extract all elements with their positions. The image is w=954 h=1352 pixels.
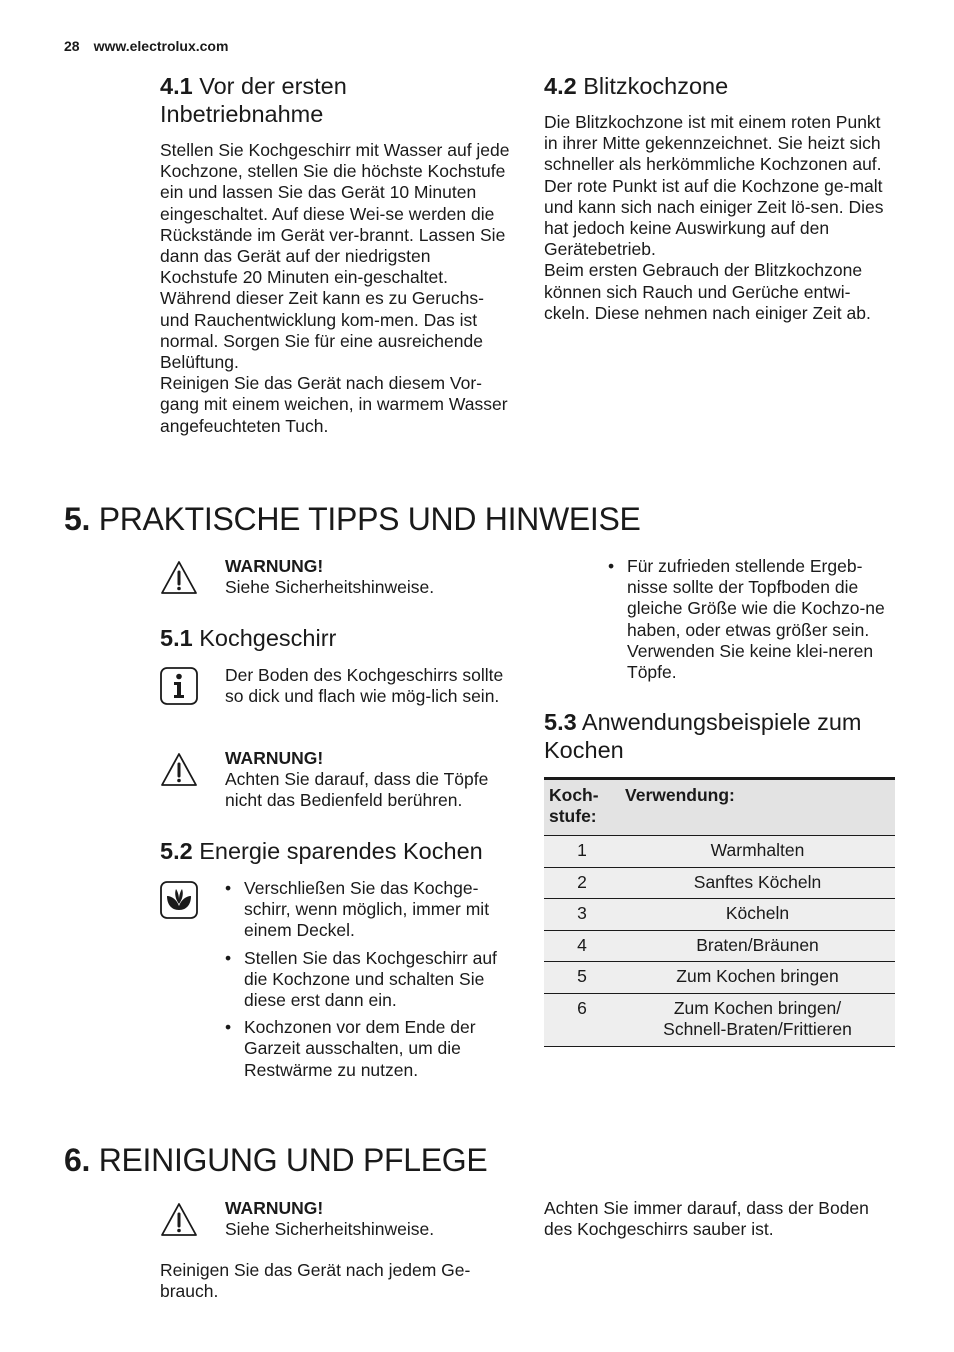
warning-text: Achten Sie darauf, dass die Töpfe nicht das Bedienfeld berühren. bbox=[225, 769, 489, 811]
table-row bbox=[544, 867, 895, 899]
warning-triangle-icon bbox=[159, 558, 199, 598]
warning-block bbox=[225, 556, 510, 598]
column-header-use: Verwendung: bbox=[620, 779, 895, 836]
cookware-size-list bbox=[608, 556, 893, 689]
section-number: 5.3 bbox=[544, 709, 577, 735]
section-number: 4.1 bbox=[160, 73, 193, 99]
warning-text: Siehe Sicherheitshinweise. bbox=[225, 577, 435, 597]
column-header-level: Koch- stufe: bbox=[544, 779, 620, 836]
list-item: • Kochzonen vor dem Ende der Garzeit ausschalten, um die Restwärme zu nutzen. bbox=[225, 1017, 515, 1081]
table-row bbox=[544, 962, 895, 994]
table-row bbox=[544, 836, 895, 868]
warning-title: WARNUNG! bbox=[225, 556, 324, 576]
section-title: Anwendungsbeispiele zum bbox=[581, 709, 862, 735]
paragraph: Beim ersten Gebrauch der Blitzkochzone können sich Rauch und Gerüche entwi-ckeln. Diese nehmen nach einiger Zeit ab. bbox=[544, 260, 871, 323]
chapter-5-heading bbox=[64, 500, 641, 538]
table-row bbox=[544, 993, 895, 1046]
eco-tips-list bbox=[225, 878, 515, 1087]
list-item: • Stellen Sie das Kochgeschirr auf die Kochzone und schalten Sie diese erst dann ein. bbox=[225, 948, 515, 1012]
table-row bbox=[544, 930, 895, 962]
section-4-2-heading bbox=[544, 72, 904, 100]
paragraph: Stellen Sie Kochgeschirr mit Wasser auf jede Kochzone, stellen Sie die höchste Kochstufe ein und lassen Sie das Gerät 10 Minuten eingeschaltet. Auf diese Wei-se werden die Rückstände im Gerät ver-brannt. Lassen Sie dann das Gerät auf der niedrigsten Kochstufe 20 Minuten ein-geschaltet. Während dieser Zeit kann es zu Geruchs- und Rauchentwicklung kom-men. Das ist normal. Sorgen Sie für eine ausreichende Belüftung. bbox=[160, 140, 510, 373]
chapter-number: 5. bbox=[64, 501, 91, 537]
section-title-line2: Inbetriebnahme bbox=[160, 101, 324, 127]
cooking-levels-table bbox=[544, 777, 895, 1047]
section-4-1-heading bbox=[160, 72, 510, 128]
chapter-6-heading bbox=[64, 1141, 487, 1179]
section-5-2-heading bbox=[160, 837, 483, 865]
list-item: • Verschließen Sie das Kochge-schirr, wenn möglich, immer mit einem Deckel. bbox=[225, 878, 515, 942]
warning-block bbox=[225, 748, 515, 811]
info-icon bbox=[159, 666, 199, 706]
use-cell: Braten/Bräunen bbox=[620, 930, 895, 962]
section-4-1-body bbox=[160, 140, 510, 437]
chapter-title: PRAKTISCHE TIPPS UND HINWEISE bbox=[98, 501, 641, 537]
level-cell: 2 bbox=[544, 867, 620, 899]
use-cell: Warmhalten bbox=[620, 836, 895, 868]
level-cell: 6 bbox=[544, 993, 620, 1046]
use-cell: Zum Kochen bringen bbox=[620, 962, 895, 994]
header-url: www.electrolux.com bbox=[93, 38, 229, 54]
chapter-title: REINIGUNG UND PFLEGE bbox=[98, 1142, 488, 1178]
level-cell: 5 bbox=[544, 962, 620, 994]
chapter-number: 6. bbox=[64, 1142, 91, 1178]
level-cell: 1 bbox=[544, 836, 620, 868]
section-title: Energie sparendes Kochen bbox=[199, 838, 483, 864]
cleaning-paragraph-right: Achten Sie immer darauf, dass der Boden des Kochgeschirrs sauber ist. bbox=[544, 1198, 869, 1240]
table-header-row bbox=[544, 779, 895, 836]
warning-text: Siehe Sicherheitshinweise. bbox=[225, 1219, 435, 1239]
section-number: 5.2 bbox=[160, 838, 193, 864]
section-4-2-body bbox=[544, 112, 896, 324]
info-text: Der Boden des Kochgeschirrs sollte so dick und flach wie mög-lich sein. bbox=[225, 665, 504, 707]
table-row bbox=[544, 899, 895, 931]
use-cell: Köcheln bbox=[620, 899, 895, 931]
section-title: Blitzkochzone bbox=[583, 73, 729, 99]
warning-title: WARNUNG! bbox=[225, 748, 324, 768]
paragraph: Der rote Punkt ist auf die Kochzone ge-malt und kann sich nach einiger Zeit lö-sen. Dies hat jedoch keine Auswirkung auf den Gerätebetrieb. bbox=[544, 175, 884, 260]
section-number: 5.1 bbox=[160, 625, 193, 651]
page-number: 28 bbox=[64, 38, 80, 54]
warning-title: WARNUNG! bbox=[225, 1198, 324, 1218]
use-cell: Zum Kochen bringen/ Schnell-Braten/Frittieren bbox=[620, 993, 895, 1046]
page-header bbox=[64, 38, 228, 54]
section-title: Vor der ersten bbox=[199, 73, 347, 99]
list-item: • Für zufrieden stellende Ergeb-nisse sollte der Topfboden die gleiche Größe wie die Kochzo-ne haben, oder etwas größer sein. Verwenden Sie keine klei-neren Töpfe. bbox=[608, 556, 893, 683]
section-title-line2: Kochen bbox=[544, 737, 624, 763]
section-5-1-heading bbox=[160, 624, 336, 652]
section-5-3-heading bbox=[544, 708, 904, 764]
warning-block bbox=[225, 1198, 510, 1240]
warning-triangle-icon bbox=[159, 750, 199, 790]
level-cell: 3 bbox=[544, 899, 620, 931]
use-cell: Sanftes Köcheln bbox=[620, 867, 895, 899]
cleaning-paragraph-left: Reinigen Sie das Gerät nach jedem Ge-brauch. bbox=[160, 1260, 471, 1302]
paragraph: Die Blitzkochzone ist mit einem roten Punkt in ihrer Mitte gekennzeichnet. Sie heizt sich schneller als herkömmliche Kochzonen auf. bbox=[544, 112, 882, 175]
warning-triangle-icon bbox=[159, 1200, 199, 1240]
section-title: Kochgeschirr bbox=[199, 625, 337, 651]
eco-leaf-icon bbox=[159, 880, 199, 920]
section-number: 4.2 bbox=[544, 73, 577, 99]
level-cell: 4 bbox=[544, 930, 620, 962]
paragraph: Reinigen Sie das Gerät nach diesem Vor-gang mit einem weichen, in warmem Wasser angefeuchteten Tuch. bbox=[160, 373, 508, 436]
